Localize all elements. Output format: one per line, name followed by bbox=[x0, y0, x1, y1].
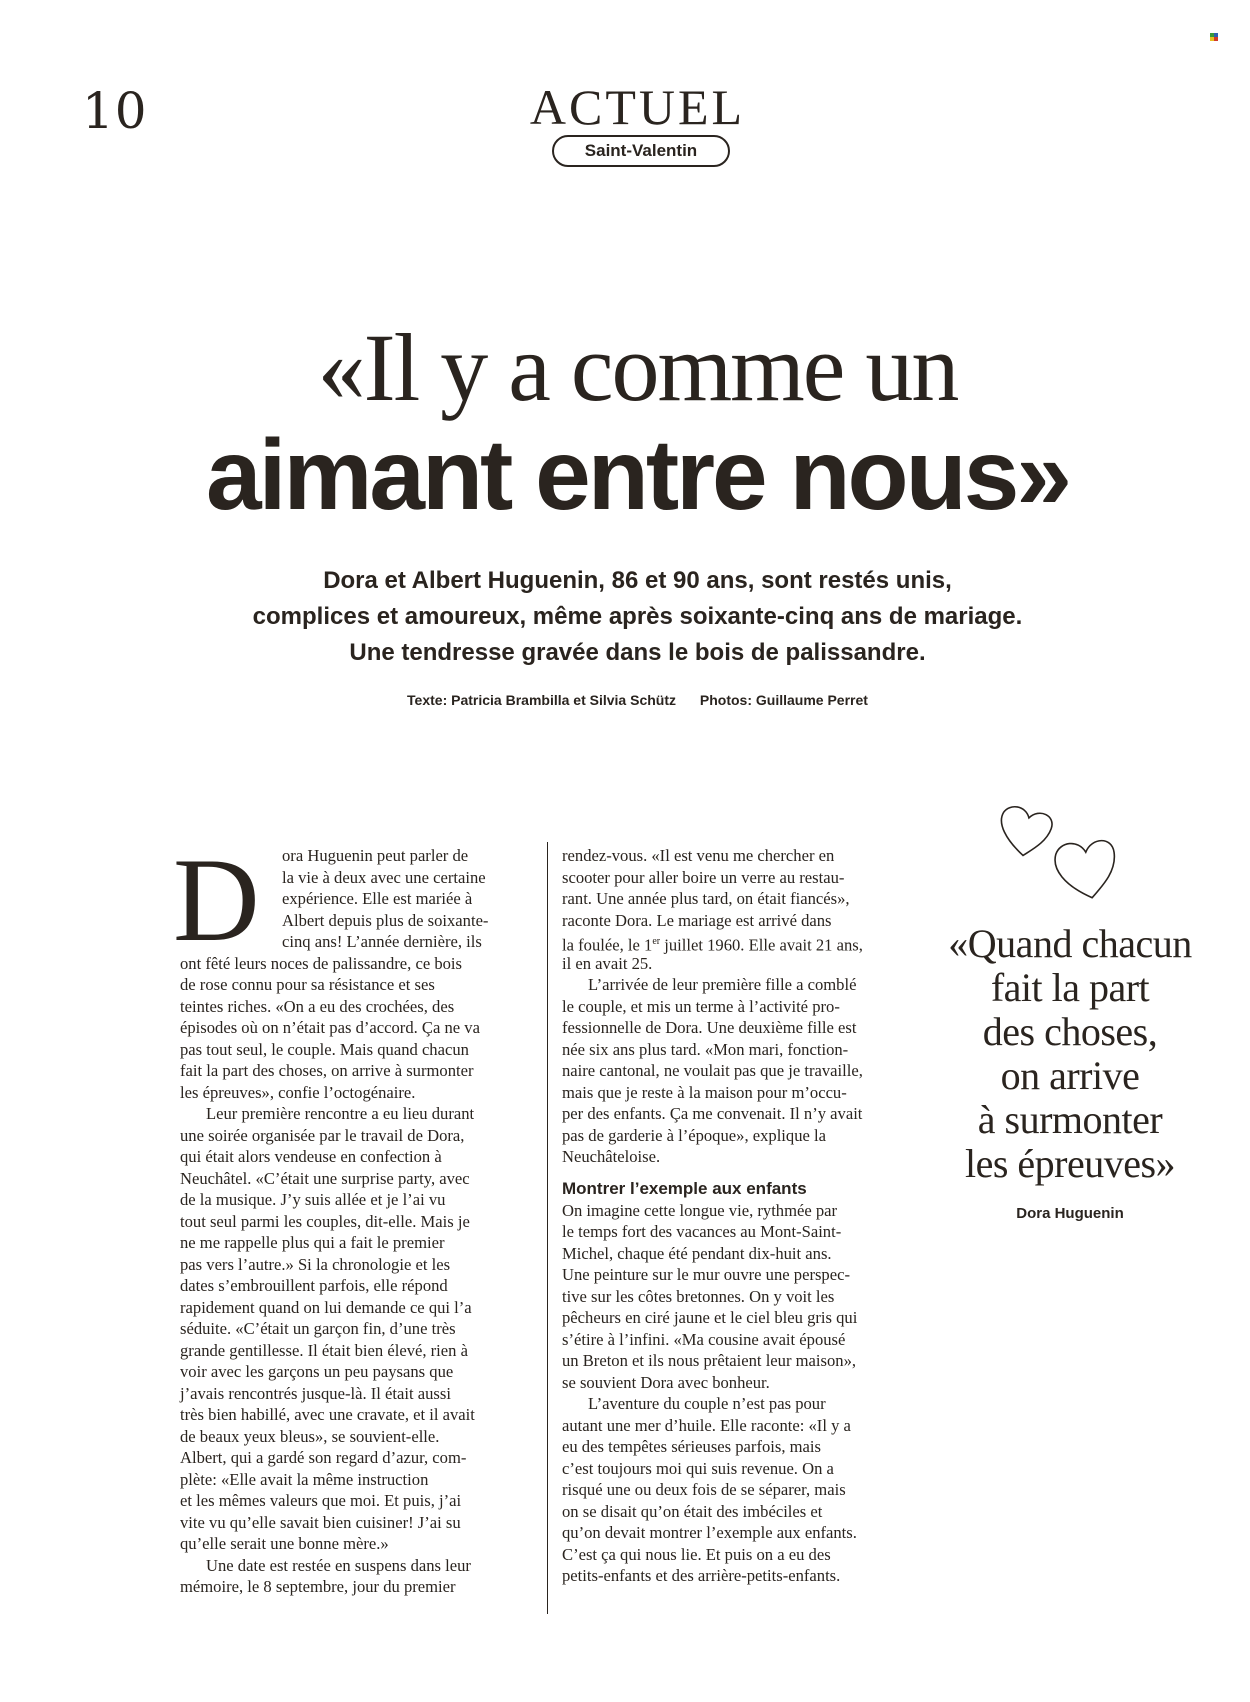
lead-line: Une tendresse gravée dans le bois de palissandre. bbox=[349, 639, 926, 666]
article-line: rendez-vous. «Il est venu me chercher en bbox=[562, 846, 835, 865]
pull-quote-line: des choses, bbox=[982, 1009, 1158, 1054]
article-line: L’aventure du couple n’est pas pour bbox=[588, 1394, 826, 1413]
article-line: naire cantonal, ne voulait pas que je travaille, bbox=[562, 1061, 863, 1080]
credits bbox=[0, 692, 1250, 708]
article-line: se souvient Dora avec bonheur. bbox=[562, 1372, 770, 1392]
article-line: qui était alors vendeuse en confection à bbox=[180, 1147, 442, 1166]
pull-quote-author: Dora Huguenin bbox=[1016, 1205, 1124, 1222]
article-line: L’arrivée de leur première fille a comblé bbox=[588, 975, 857, 994]
article-line: qu’elle serait une bonne mère.» bbox=[180, 1534, 389, 1553]
article-line: per des enfants. Ça me convenait. Il n’y avait bbox=[562, 1104, 863, 1123]
article-line: on se disait qu’on était des imbéciles et bbox=[562, 1501, 823, 1521]
article-line: cinq ans! L’année dernière, ils bbox=[282, 932, 482, 951]
article-line: pas de garderie à l’époque», explique la bbox=[562, 1125, 827, 1145]
article-line: Albert, qui a gardé son regard d’azur, com- bbox=[180, 1448, 467, 1467]
page-number: 10 bbox=[82, 82, 148, 140]
article-line: plète: «Elle avait la même instruction bbox=[180, 1469, 429, 1489]
article-line: grande gentillesse. Il était bien élevé, rien à bbox=[180, 1340, 468, 1360]
article-line: j’avais rencontrés jusque-là. Il était aussi bbox=[180, 1383, 451, 1403]
article-line: Leur première rencontre a eu lieu durant bbox=[206, 1104, 475, 1123]
article-line: pas tout seul, le couple. Mais quand chacun bbox=[180, 1039, 469, 1059]
article-line: épisodes où on n’était pas d’accord. Ça ne va bbox=[180, 1018, 480, 1037]
article-line: ora Huguenin peut parler de bbox=[282, 846, 469, 865]
article-line: le couple, et mis un terme à l’activité pro- bbox=[562, 996, 840, 1016]
drop-cap: D bbox=[173, 833, 260, 966]
lead-line: complices et amoureux, même après soixante-cinq ans de mariage. bbox=[252, 603, 1023, 630]
article-line: fessionnelle de Dora. Une deuxième fille est bbox=[562, 1018, 857, 1037]
article-line: Une peinture sur le mur ouvre une perspec- bbox=[562, 1265, 850, 1284]
headline-line-2: aimant entre nous» bbox=[206, 419, 1069, 531]
article-line: eu des tempêtes sérieuses parfois, mais bbox=[562, 1437, 821, 1456]
article-line: tout seul parmi les couples, dit-elle. Mais je bbox=[180, 1211, 470, 1231]
article-line: et les mêmes valeurs que moi. Et puis, j’ai bbox=[180, 1491, 462, 1510]
article-line: ont fêté leurs noces de palissandre, ce bois bbox=[180, 953, 462, 973]
article-line: tive sur les côtes bretonnes. On y voit les bbox=[562, 1286, 835, 1306]
pull-quote-line: «Quand chacun bbox=[948, 921, 1192, 966]
article-line: c’est toujours moi qui suis revenue. On a bbox=[562, 1458, 834, 1478]
photo-credit: Photos: Guillaume Perret bbox=[699, 692, 868, 708]
pull-quote-line: on arrive bbox=[1000, 1053, 1140, 1098]
article-subheading: Montrer l’exemple aux enfants bbox=[562, 1178, 807, 1198]
article-line: fait la part des choses, on arrive à surmonter bbox=[180, 1061, 474, 1080]
article-line: la foulée, le 1er juillet 1960. Elle avait 21 ans, bbox=[562, 935, 863, 955]
article-line: de la musique. J’y suis allée et je l’ai vu bbox=[180, 1190, 446, 1209]
article-line: Neuchâtel. «C’était une surprise party, avec bbox=[180, 1168, 470, 1188]
article-line: rapidement quand on lui demande ce qui l’a bbox=[180, 1297, 472, 1317]
article-line: Neuchâteloise. bbox=[562, 1147, 661, 1166]
article-line: Michel, chaque été pendant dix-huit ans. bbox=[562, 1243, 832, 1263]
article-line: de rose connu pour sa résistance et ses bbox=[180, 975, 435, 994]
article-line: C’est ça qui nous lie. Et puis on a eu des bbox=[562, 1544, 831, 1564]
column-divider bbox=[547, 842, 548, 1614]
section-title: ACTUEL bbox=[529, 79, 746, 135]
article-line: raconte Dora. Le mariage est arrivé dans bbox=[562, 910, 832, 930]
article-line: pêcheurs en ciré jaune et le ciel bleu gris qui bbox=[562, 1308, 858, 1327]
hearts-icon bbox=[990, 800, 1150, 910]
article-line: On imagine cette longue vie, rythmée par bbox=[562, 1200, 838, 1220]
article-line: rant. Une année plus tard, on était fiancés», bbox=[562, 889, 850, 908]
article-column-left bbox=[180, 845, 540, 1598]
article-line: Albert depuis plus de soixante- bbox=[282, 910, 489, 930]
article-line: de beaux yeux bleus», se souvient-elle. bbox=[180, 1426, 440, 1446]
article-line: scooter pour aller boire un verre au restau- bbox=[562, 867, 845, 887]
article-line: mais que je reste à la maison pour m’occu- bbox=[562, 1082, 847, 1102]
pull-quote-line: fait la part bbox=[990, 965, 1150, 1010]
article-line: il en avait 25. bbox=[562, 953, 653, 973]
text-credit: Texte: Patricia Brambilla et Silvia Schütz bbox=[407, 692, 676, 708]
article-line: ne me rappelle plus qui a fait le premier bbox=[180, 1233, 445, 1252]
article-line: née six ans plus tard. «Mon mari, fonction- bbox=[562, 1039, 849, 1059]
headline-line-1: «Il y a comme un bbox=[317, 314, 958, 421]
article-line: s’étire à l’infini. «Ma cousine avait épousé bbox=[562, 1329, 846, 1349]
article-line: Une date est restée en suspens dans leur bbox=[206, 1555, 471, 1575]
article-line: les épreuves», confie l’octogénaire. bbox=[180, 1082, 416, 1102]
corner-color-mark-icon bbox=[1210, 33, 1218, 41]
article-line: pas vers l’autre.» Si la chronologie et les bbox=[180, 1254, 451, 1274]
lead-paragraph bbox=[150, 563, 1125, 671]
article-line: séduite. «C’était un garçon fin, d’une très bbox=[180, 1319, 456, 1338]
pull-quote-line: les épreuves» bbox=[964, 1141, 1176, 1186]
article-column-middle bbox=[562, 845, 922, 1587]
pull-quote bbox=[930, 922, 1210, 1186]
article-line: le temps fort des vacances au Mont-Saint- bbox=[562, 1222, 842, 1241]
article-line: vite vu qu’elle savait bien cuisiner! J’ai su bbox=[180, 1512, 461, 1532]
article-line: très bien habillé, avec une cravate, et il avait bbox=[180, 1405, 475, 1424]
article-line: un Breton et ils nous prêtaient leur maison», bbox=[562, 1351, 857, 1370]
article-line: petits-enfants et des arrière-petits-enfants. bbox=[562, 1566, 841, 1585]
article-line: qu’on devait montrer l’exemple aux enfants. bbox=[562, 1523, 857, 1542]
article-line: dates s’embrouillent parfois, elle répond bbox=[180, 1276, 448, 1295]
article-line: autant une mer d’huile. Elle raconte: «Il y a bbox=[562, 1415, 851, 1435]
pull-quote-line: à surmonter bbox=[977, 1097, 1163, 1142]
article-line: expérience. Elle est mariée à bbox=[282, 889, 473, 908]
article-line: une soirée organisée par le travail de Dora, bbox=[180, 1125, 465, 1145]
article-line: la vie à deux avec une certaine bbox=[282, 867, 486, 887]
article-line: voir avec les garçons un peu paysans que bbox=[180, 1362, 454, 1381]
section-tag: Saint-Valentin bbox=[552, 135, 730, 167]
lead-line: Dora et Albert Huguenin, 86 et 90 ans, sont restés unis, bbox=[323, 567, 952, 594]
article-line: teintes riches. «On a eu des crochées, des bbox=[180, 996, 455, 1016]
article-line: risqué une ou deux fois de se séparer, mais bbox=[562, 1480, 846, 1499]
article-line: mémoire, le 8 septembre, jour du premier bbox=[180, 1577, 456, 1596]
